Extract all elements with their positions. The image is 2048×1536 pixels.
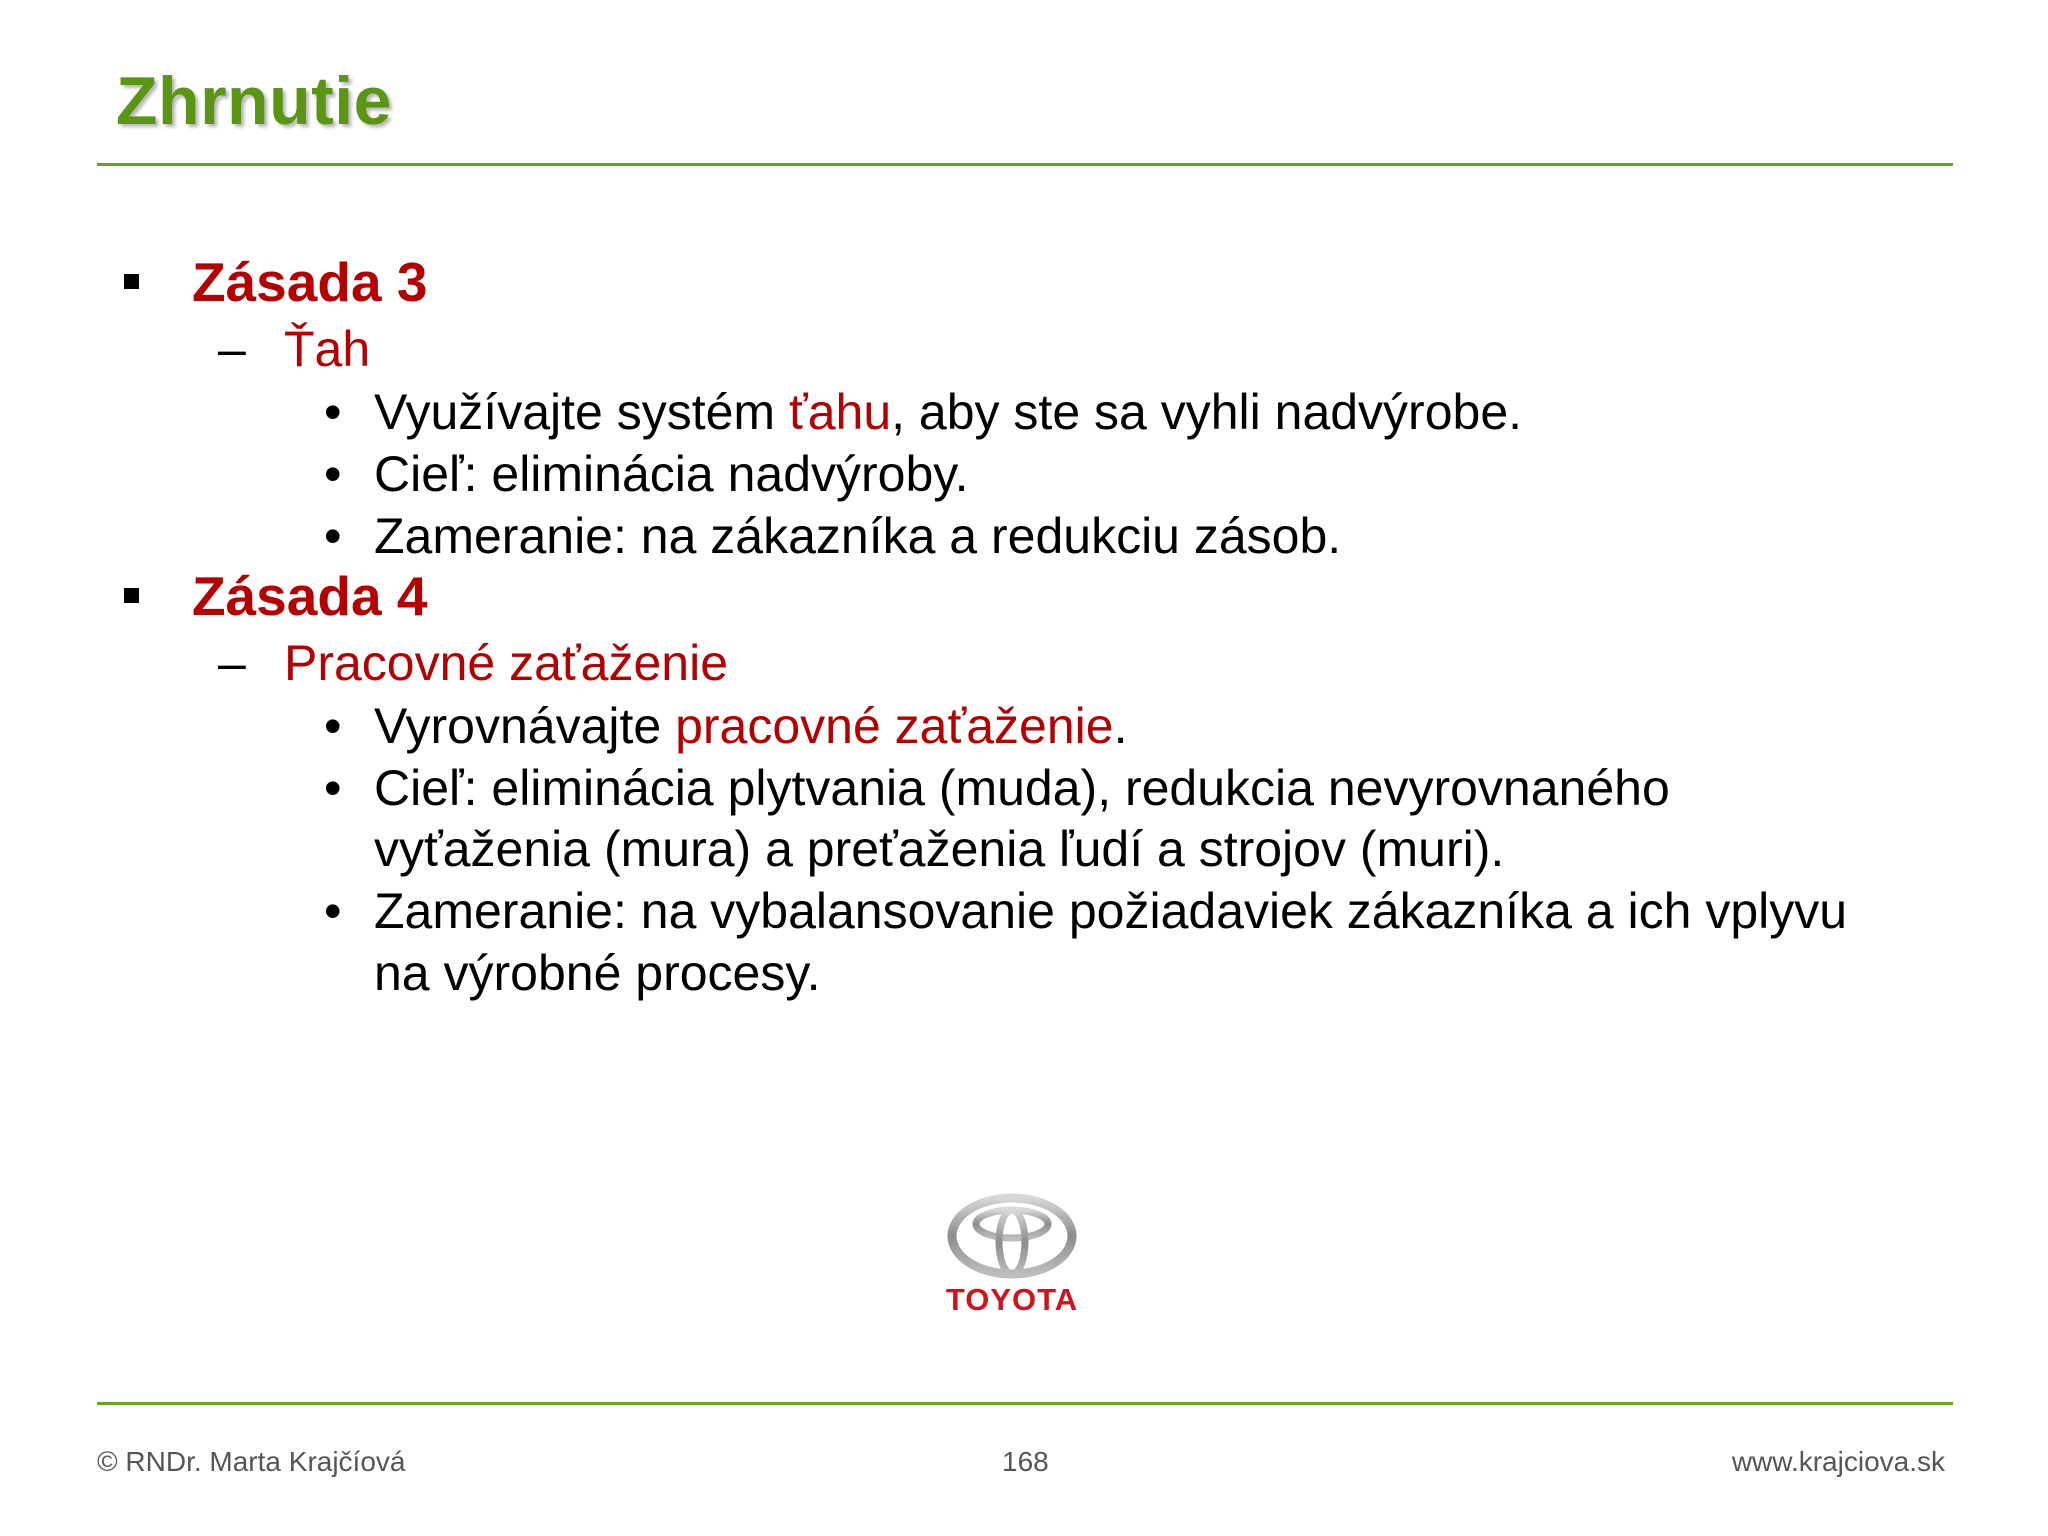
dot-bullet-icon: • xyxy=(324,384,342,440)
dot-bullet-icon: • xyxy=(324,698,342,754)
footer-page-number: 168 xyxy=(1002,1446,1049,1477)
dash-bullet-icon: – xyxy=(218,635,246,691)
bullet-highlight: ťahu xyxy=(788,384,892,440)
bullet-text-part: , aby ste sa vyhli nadvýrobe. xyxy=(891,384,1523,440)
dash-bullet-icon: – xyxy=(218,321,246,377)
dot-bullet-icon: • xyxy=(324,446,342,502)
section-subheading: Pracovné zaťaženie xyxy=(284,635,729,691)
dot-bullet-icon: • xyxy=(324,508,342,564)
bullet-text-part: . xyxy=(1113,698,1128,754)
footer-author: © RNDr. Marta Krajčíová xyxy=(97,1446,406,1477)
bullet-text-part: Vyrovnávajte xyxy=(374,698,676,754)
bullet-text: Cieľ: eliminácia plytvania (muda), redukcia nevyrovnaného xyxy=(374,760,1670,816)
bullet-text xyxy=(374,697,1127,755)
bullet-text-part: Využívajte systém xyxy=(374,384,789,440)
bullet-text xyxy=(374,383,1522,441)
square-bullet-icon xyxy=(124,274,139,289)
section-heading: Zásada 4 xyxy=(192,565,428,627)
bullet-text: Cieľ: eliminácia nadvýroby. xyxy=(374,446,969,502)
title-divider xyxy=(97,163,1953,166)
section-heading: Zásada 3 xyxy=(192,251,428,313)
toyota-wordmark: TOYOTA xyxy=(945,1282,1079,1317)
slide-title: Zhrnutie xyxy=(116,63,392,139)
bullet-text-continuation: vyťaženia (mura) a preťaženia ľudí a strojov (muri). xyxy=(374,821,1505,877)
footer-divider xyxy=(97,1402,1953,1405)
square-bullet-icon xyxy=(124,588,139,603)
bullet-text-continuation: na výrobné procesy. xyxy=(374,945,821,1001)
dot-bullet-icon: • xyxy=(324,760,342,816)
section-subheading: Ťah xyxy=(284,321,371,377)
dot-bullet-icon: • xyxy=(324,883,342,939)
bullet-highlight: pracovné zaťaženie xyxy=(675,698,1114,754)
bullet-text: Zameranie: na zákazníka a redukciu zásob. xyxy=(374,508,1342,564)
footer-website: www.krajciova.sk xyxy=(1731,1446,1945,1477)
bullet-text: Zameranie: na vybalansovanie požiadaviek zákazníka a ich vplyvu xyxy=(374,883,1848,939)
